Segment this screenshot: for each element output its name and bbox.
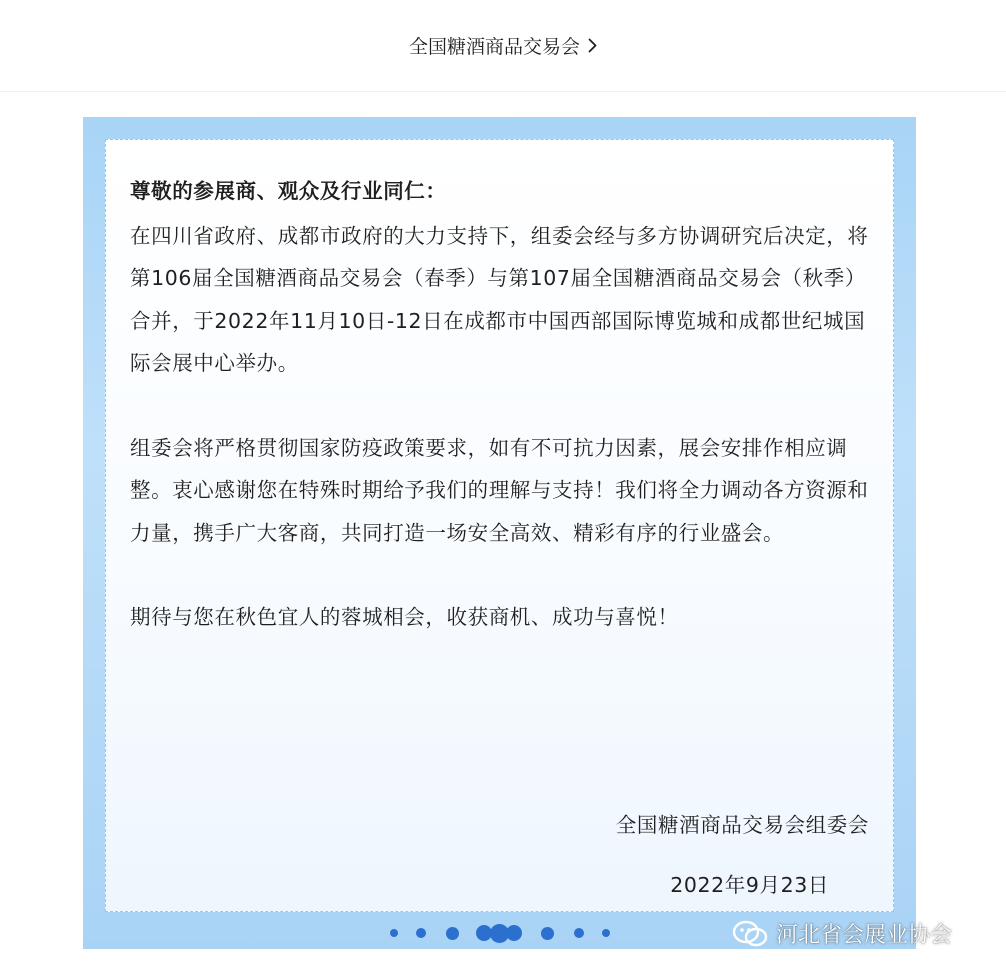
watermark-text: 河北省会展业协会 [776,923,953,948]
notice-content [130,170,870,681]
wechat-icon [732,920,768,948]
watermark [732,918,952,949]
notice-card [83,117,916,949]
notice-card-inner [105,139,894,912]
notice-paragraph-3: 期待与您在秋色宜人的蓉城相会，收获商机、成功与喜悦！ [130,605,679,629]
notice-date: 2022年9月23日 [670,873,829,897]
notice-greeting: 尊敬的参展商、观众及行业同仁： [130,179,447,203]
account-name: 全国糖酒商品交易会 [408,36,580,58]
notice-paragraph-1: 在四川省政府、成都市政府的大力支持下，组委会经与多方协调研究后决定，将第106届全国糖酒商品交易会（春季）与第107届全国糖酒商品交易会（秋季）合并，于2022年11月10日-12日在成都市中国西部国际博览城和成都世纪城国际会展中心举办。 [130,223,869,375]
account-link[interactable] [409,32,597,59]
header-bar [0,0,1006,92]
notice-signature: 全国糖酒商品交易会组委会 [615,813,869,837]
notice-paragraph-2: 组委会将严格贯彻国家防疫政策要求，如有不可抗力因素，展会安排作相应调整。衷心感谢您在特殊时期给予我们的理解与支持！我们将全力调动各方资源和力量，携手广大客商，共同打造一场安全高效、精彩有序的行业盛会。 [130,435,869,545]
chevron-right-icon [588,38,597,53]
